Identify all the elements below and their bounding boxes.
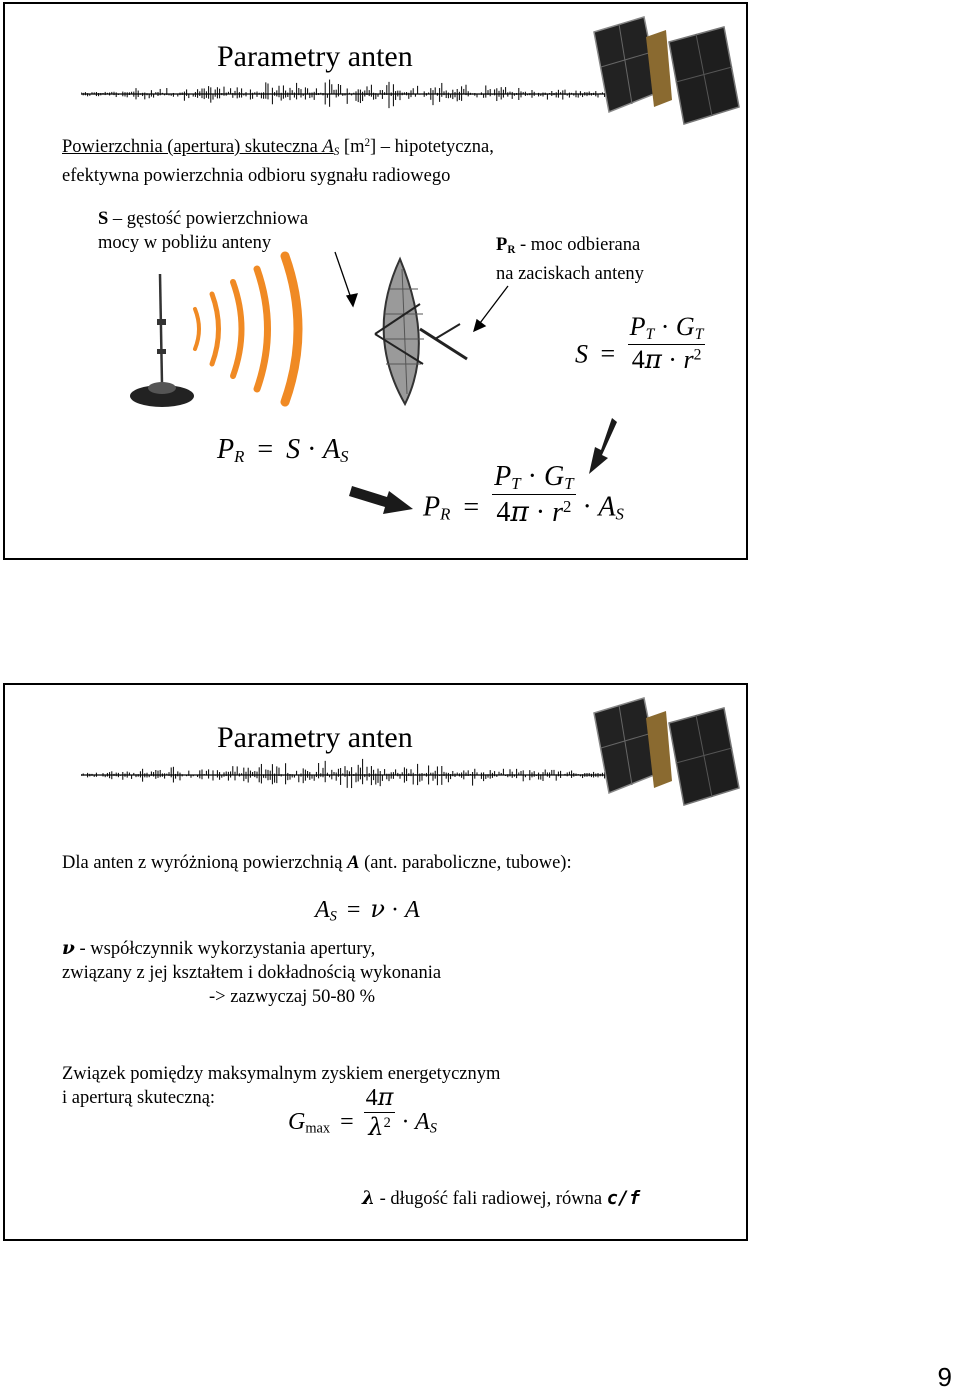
unit-exponent: 2 — [364, 137, 371, 149]
eq-pr2-pt: P — [494, 461, 512, 492]
eq-g-lambda: λ — [368, 1113, 384, 1141]
eq-pr1-a-sub: S — [340, 447, 349, 467]
eq-s-fraction: $\frac{P_T \cdot G_T}{4\pi \cdot r^2}$ — [629, 312, 704, 375]
aperture-term-text: Powierzchnia (apertura) skuteczna — [62, 137, 323, 158]
eq-pr2-g: G — [543, 461, 565, 492]
eq-g-four: 4 — [365, 1085, 378, 1111]
eq-s-g: G — [675, 312, 695, 341]
eq-pr1-p: P — [217, 434, 235, 465]
lambda-definition — [362, 1187, 640, 1211]
eq-pr1-equals: = — [257, 434, 274, 465]
eq-pr2-a-sub: S — [615, 504, 624, 524]
equation-gmax: $G_{max}$ = $\frac{4\pi}{\lambda^2}$ · $A_S$ — [288, 1083, 437, 1141]
equation-pr-basic: $P_R = S \cdot A_S$ — [217, 434, 349, 467]
parabolic-dish-icon — [375, 259, 467, 404]
s-label-line1: – gęstość powierzchniowa — [108, 209, 309, 229]
slide-2-title: Parametry anten — [217, 721, 413, 754]
aperture-hypothetical: ] – hipotetyczna, — [370, 137, 494, 158]
eq-s-r: r — [683, 344, 694, 374]
radio-wave-icon — [195, 256, 298, 402]
lambda-symbol: λ — [362, 1188, 375, 1209]
pr-subscript: R — [507, 243, 516, 256]
aperture-symbol: A — [322, 137, 334, 158]
lambda-cf: c/f — [606, 1188, 641, 1209]
nu-line1: - współczynnik wykorzystania apertury, — [74, 939, 376, 959]
eq-g-sub: max — [305, 1120, 331, 1137]
relation-line2: i aperturą skuteczną: — [62, 1088, 216, 1108]
pr-symbol: P — [496, 235, 508, 255]
eq-g-pi: π — [377, 1083, 394, 1111]
eq-pr2-a: A — [598, 491, 616, 523]
eq-pr1-sub: R — [234, 447, 245, 467]
satellite-image — [574, 693, 744, 811]
pr-label-line1: - moc odbierana — [515, 235, 641, 255]
eq-pr2-exp: 2 — [562, 496, 572, 516]
eq-as-a: A — [315, 897, 330, 923]
pointer-lines — [335, 252, 508, 331]
eq-g-g: G — [288, 1109, 306, 1136]
eq-pr2-four: 4 — [496, 497, 511, 529]
eq-s-pi: π — [644, 344, 662, 375]
eq-g-a: A — [415, 1109, 430, 1136]
unit-open: [m — [339, 137, 365, 158]
intro-text-a: Dla anten z wyróżnioną powierzchnią — [62, 853, 348, 873]
eq-s-equals: = — [600, 339, 616, 369]
eq-g-a-sub: S — [429, 1120, 437, 1137]
nu-symbol: ν — [62, 938, 75, 959]
eq-s-p: P — [629, 312, 646, 341]
aperture-description: efektywna powierzchnia odbioru sygnału radiowego — [62, 165, 451, 186]
eq-as-a2: A — [405, 897, 420, 923]
s-symbol: S — [98, 209, 109, 229]
eq-s-p-sub: T — [645, 325, 655, 343]
pr-label-line2: na zaciskach anteny — [496, 263, 644, 284]
eq-g-equals: = — [340, 1109, 354, 1136]
eq-pr2-fraction: $\frac{P_T \cdot G_T}{4\pi \cdot r^2}$ — [494, 461, 574, 529]
eq-pr2-sub: R — [440, 504, 451, 524]
eq-g-fraction — [364, 1083, 396, 1142]
gain-relation-intro — [62, 1062, 500, 1110]
relation-line1: Związek pomiędzy maksymalnym zyskiem energetycznym — [62, 1064, 501, 1084]
slide-2 — [3, 683, 748, 1241]
eq-s-exp: 2 — [693, 346, 702, 364]
nu-definition — [62, 937, 441, 1009]
signal-waveform-decoration — [81, 755, 611, 795]
eq-pr2-g-sub: T — [564, 474, 574, 494]
antenna-illustration — [5, 4, 750, 562]
intro-text-b: (ant. paraboliczne, tubowe): — [359, 853, 572, 873]
eq-s-lhs: S — [575, 339, 588, 369]
aperture-subscript: S — [333, 145, 340, 158]
eq-pr2-pi: π — [510, 495, 529, 529]
nu-line3: -> zazwyczaj 50-80 % — [209, 987, 376, 1007]
page-number: 9 — [937, 1362, 952, 1392]
eq-g-exp: 2 — [383, 1115, 391, 1132]
equation-s — [575, 312, 705, 375]
eq-as-sub: S — [329, 908, 337, 925]
eq-as-equals: = — [346, 897, 361, 923]
dish-apertures-intro — [62, 851, 572, 875]
eq-pr2-p: P — [423, 491, 441, 523]
eq-pr2-r: r — [552, 497, 563, 529]
eq-pr2-pt-sub: T — [511, 474, 521, 494]
slide-1 — [3, 2, 748, 560]
nu-line2: związany z jej kształtem i dokładnością wykonania — [62, 963, 442, 983]
eq-pr1-s: S — [286, 434, 301, 465]
s-label-line2: mocy w pobliżu anteny — [98, 233, 272, 253]
eq-as-nu: ν — [370, 895, 386, 923]
equation-as-nu: $A_S = \nu \cdot A$ — [315, 895, 420, 925]
eq-s-four: 4 — [631, 344, 645, 374]
whip-antenna-icon — [130, 274, 194, 407]
slide-1-title: Parametry anten — [217, 40, 413, 73]
equation-pr-full: $P_R$ = $\frac{P_T \cdot G_T}{4\pi \cdot r^2}$ · $A_S$ — [423, 461, 624, 529]
area-symbol: A — [347, 853, 360, 873]
lambda-text: - długość fali radiowej, równa — [374, 1189, 607, 1209]
eq-pr1-a: A — [323, 434, 341, 465]
eq-s-g-sub: T — [694, 325, 704, 343]
eq-pr2-equals: = — [463, 491, 480, 523]
